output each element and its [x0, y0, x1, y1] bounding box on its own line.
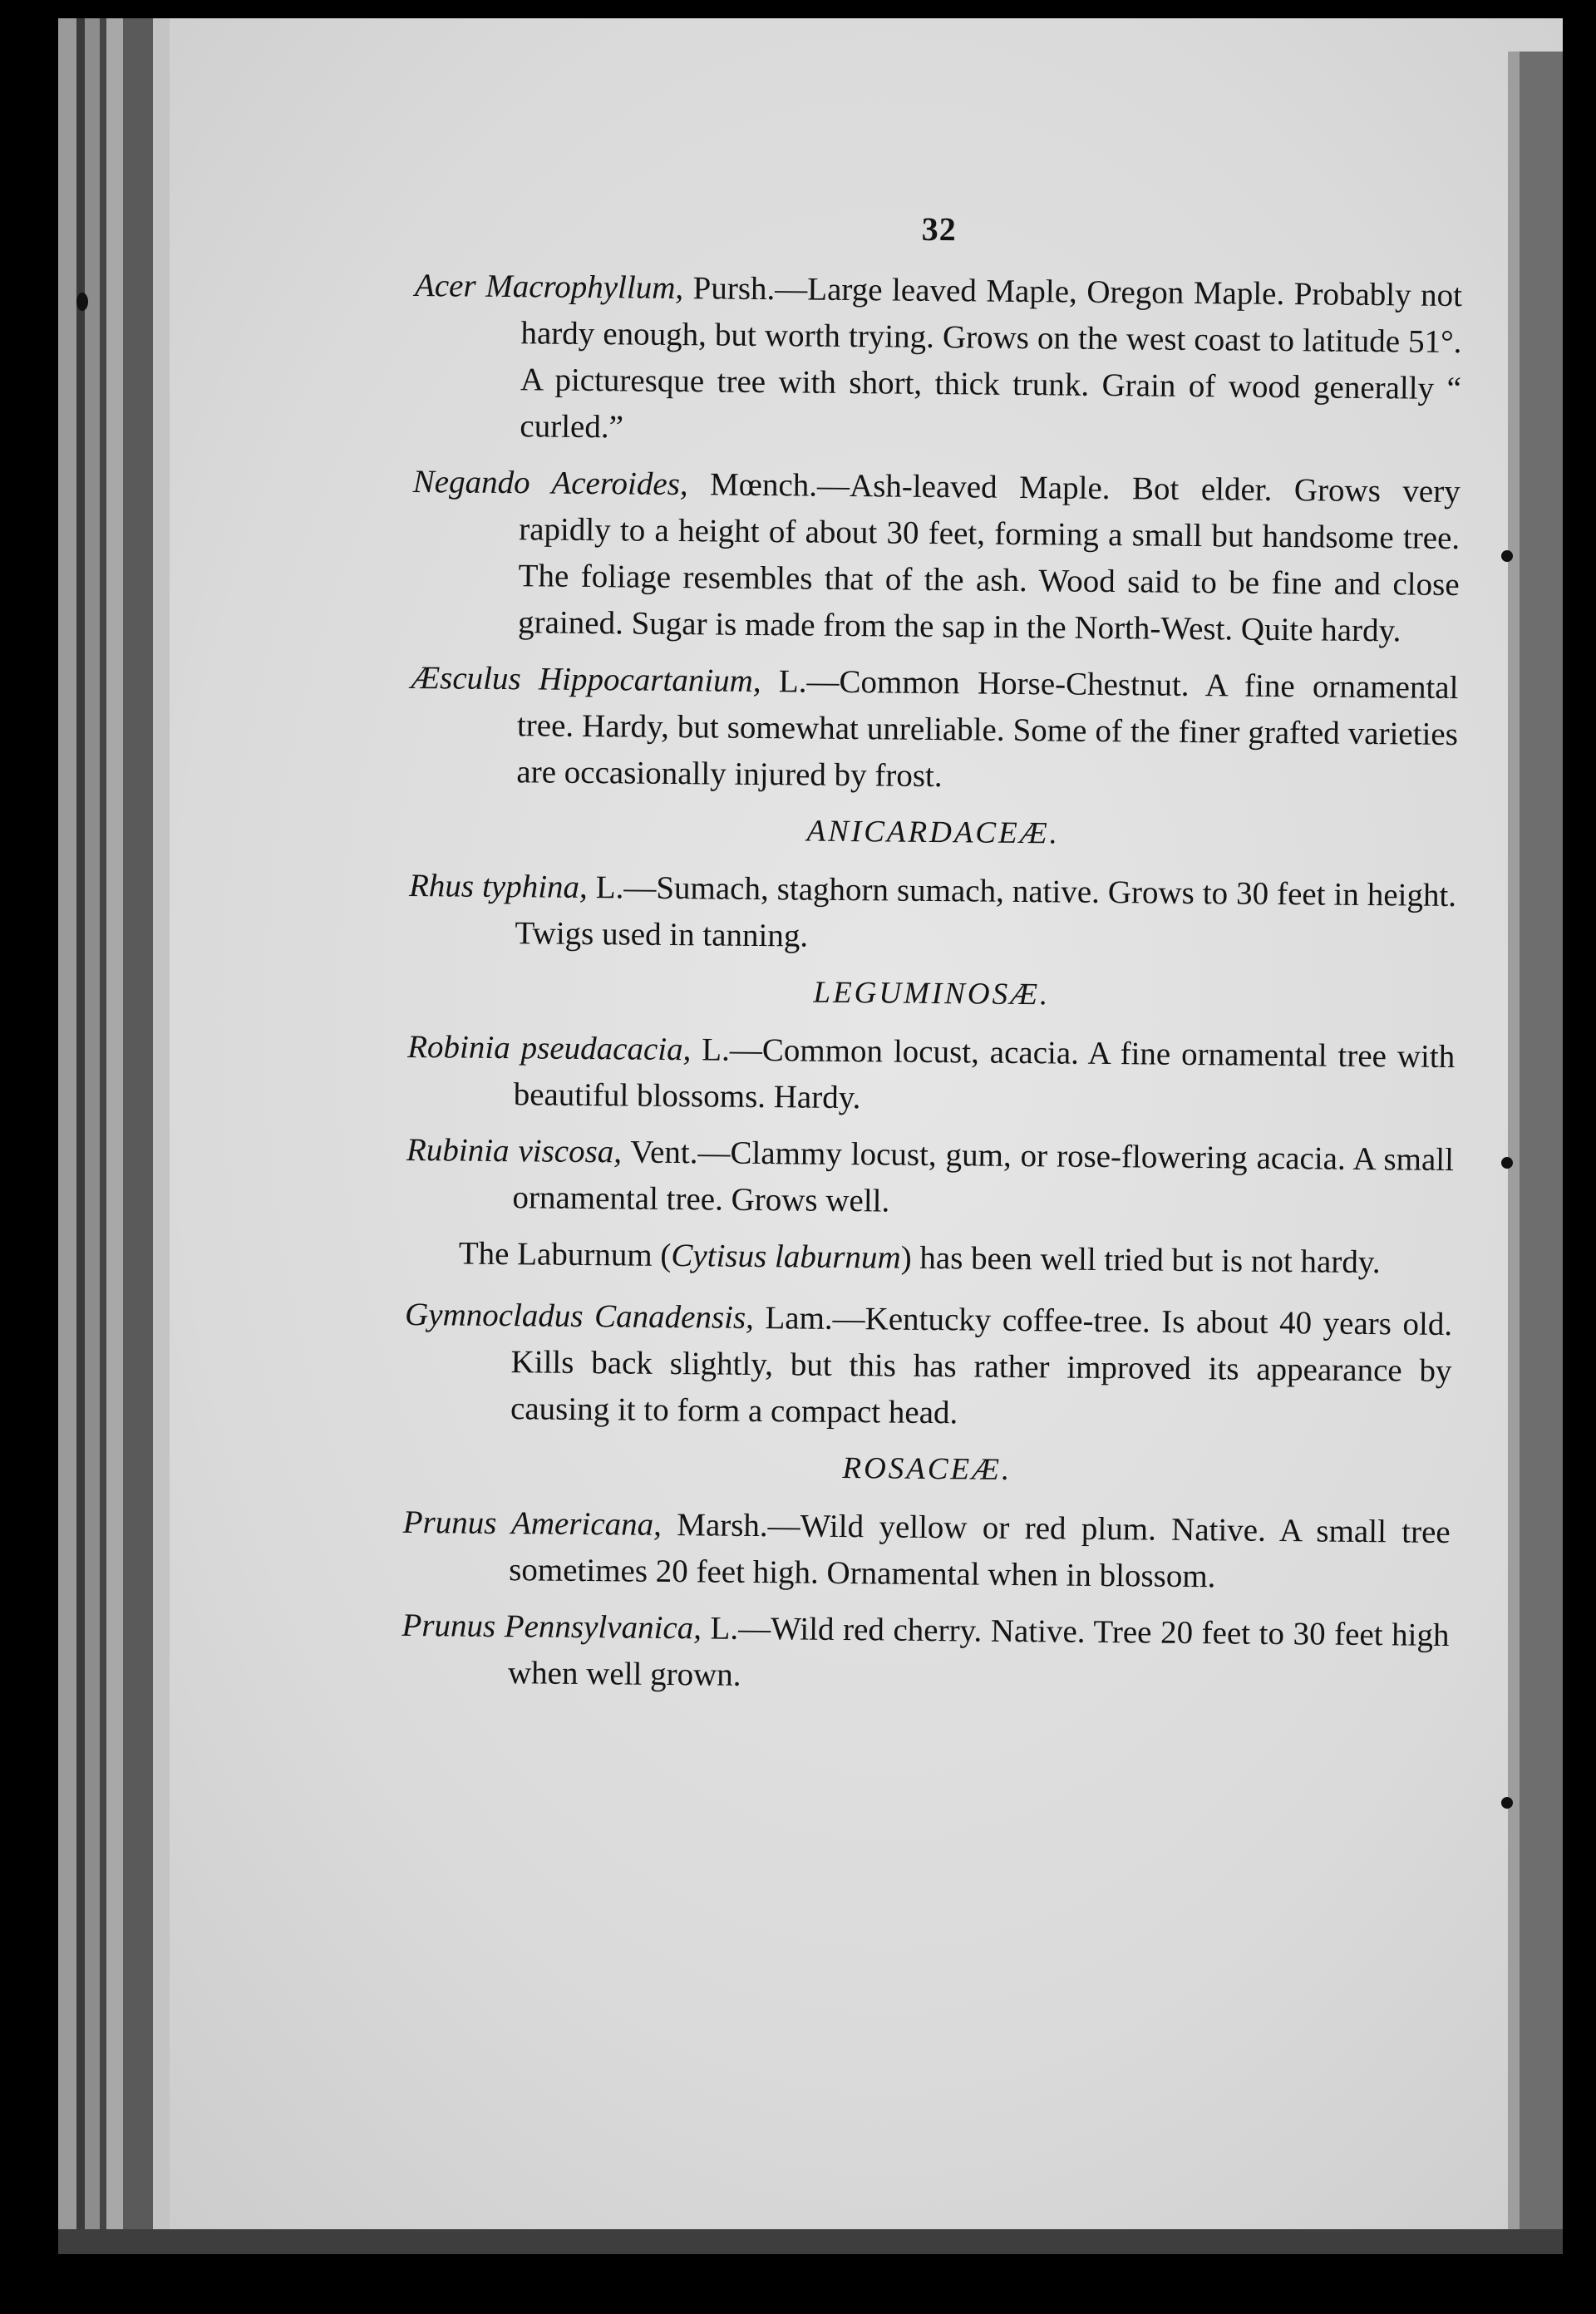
- species-entry: [413, 263, 1462, 459]
- species-entry: [408, 863, 1456, 966]
- right-page-edge: [1520, 52, 1563, 2254]
- species-entry: [410, 655, 1459, 805]
- species-entry: [406, 1127, 1454, 1230]
- species-entry: [411, 459, 1461, 655]
- species-description: L.—Sumach, staghorn sumach, native. Grows to 30 feet in height. Twigs used in tanning.: [515, 869, 1457, 954]
- species-description: Vent.—Clammy locust, gum, or rose-flowering acacia. A small ornamental tree. Grows well.: [512, 1134, 1455, 1219]
- species-description: Pursh.—Large leaved Maple, Oregon Maple. Probably not hardy enough, but worth trying. Grows on the west coast to latitude 51°. A picturesque tree with short, thick trunk. Grain of wood generally “ curled.”: [520, 270, 1463, 446]
- species-name: Cytisus laburnum: [671, 1238, 901, 1276]
- book-page: [58, 18, 1563, 2254]
- species-entry: [404, 1292, 1453, 1441]
- family-heading: ANICARDACEÆ.: [806, 814, 1061, 851]
- species-description: Lam.—Kentucky coffee-tree. Is about 40 years old. Kills back slightly, but this has rather improved its appearance by causing it to form a compact head.: [510, 1299, 1453, 1431]
- paragraph-text: ) has been well tried but is not hardy.: [900, 1239, 1381, 1281]
- ink-speck: [1501, 1797, 1513, 1809]
- page-edge-stack: [58, 18, 76, 2254]
- species-entry: [401, 1603, 1450, 1706]
- species-name: Acer Macrophyllum,: [414, 267, 684, 307]
- laburnum-paragraph: [406, 1230, 1453, 1287]
- page-number: 32: [921, 209, 957, 249]
- bottom-page-edge: [58, 2229, 1563, 2254]
- species-name: Prunus Pennsylvanica,: [401, 1607, 702, 1647]
- species-description: Marsh.—Wild yellow or red plum. Native. A small tree sometimes 20 feet high. Ornamental when in blossom.: [508, 1506, 1451, 1595]
- ink-speck: [1501, 550, 1513, 562]
- species-name: Gymnocladus Canadensis,: [404, 1296, 755, 1336]
- species-name: Negando Aceroides,: [412, 463, 688, 503]
- page-gutter: [153, 18, 170, 2254]
- page-edge-stack: [100, 18, 106, 2254]
- species-name: Rubinia viscosa,: [406, 1131, 623, 1170]
- species-entry: [406, 1024, 1455, 1127]
- ink-speck: [76, 293, 88, 311]
- species-description: L.—Wild red cherry. Native. Tree 20 feet to 30 feet high when well grown.: [507, 1610, 1450, 1693]
- page-edge-stack: [106, 18, 123, 2254]
- page-edge-stack: [85, 18, 100, 2254]
- species-name: Prunus Americana,: [402, 1504, 663, 1543]
- ink-speck: [1501, 1157, 1513, 1169]
- species-name: Rhus typhina,: [408, 867, 589, 906]
- page-edge-stack: [76, 18, 85, 2254]
- family-heading: LEGUMINOSÆ.: [813, 975, 1051, 1012]
- species-description: L.—Common locust, acacia. A fine ornamental tree with beautiful blossoms. Hardy.: [513, 1031, 1456, 1116]
- species-name: Robinia pseudacacia,: [407, 1028, 692, 1068]
- species-entry: [402, 1499, 1451, 1603]
- page-text: [401, 201, 1463, 1716]
- species-description: Mœnch.—Ash-leaved Maple. Bot elder. Grows very rapidly to a height of about 30 feet, forming a small but handsome tree. The foliage resembles that of the ash. Wood said to be fine and close grained. Sugar is made from the sap in the North-West. Quite hardy.: [517, 466, 1461, 649]
- family-heading: ROSACEÆ.: [842, 1450, 1012, 1487]
- book-spine-shadow: [123, 18, 153, 2254]
- species-description: L.—Common Horse-Chestnut. A fine ornamental tree. Hardy, but somewhat unreliable. Some of the finer grafted varieties are occasionally injured by frost.: [516, 663, 1459, 795]
- right-page-edge-highlight: [1508, 52, 1520, 2254]
- paragraph-text: The Laburnum (: [458, 1235, 672, 1274]
- species-name: Æsculus Hippocartanium,: [411, 659, 761, 700]
